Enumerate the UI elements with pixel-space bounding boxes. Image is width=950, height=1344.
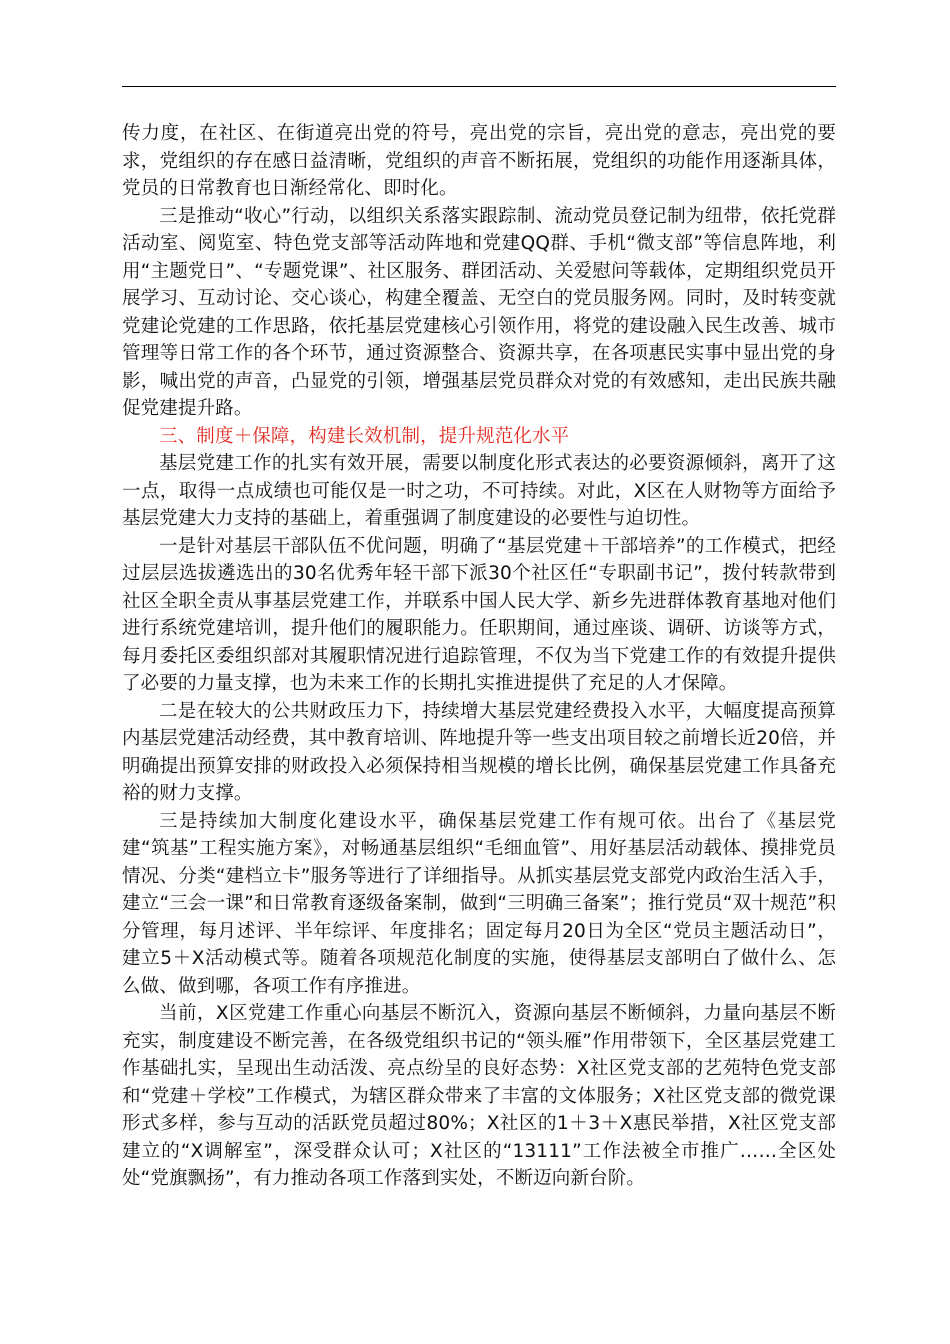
paragraph-continued: 传力度，在社区、在街道亮出党的符号，亮出党的宗旨，亮出党的意志，亮出党的要求，党组织的存在感日益清晰，党组织的声音不断拓展，党组织的功能作用逐渐具体，党员的日常教育也日渐经常化、即时化。 (122, 123, 836, 199)
section-heading: 三、制度＋保障，构建长效机制，提升规范化水平 (159, 425, 570, 447)
paragraph-cadre-training: 一是针对基层干部队伍不优问题，明确了“基层党建＋干部培养”的工作模式，把经过层层选拔遴选出的30名优秀年轻干部下派30个社区任“专职副书记”，拨付转款带到社区全职全责从事基层党建工作，并联系中国人民大学、新乡先进群体教育基地对他们进行系统党建培训，提升他们的履职能力。任职期间，通过座谈、调研、访谈等方式，每月委托区委组织部对其履职情况进行追踪管理，不仅为当下党建工作的有效提升提供了必要的力量支撑，也为未来工作的长期扎实推进提供了充足的人才保障。 (122, 535, 836, 694)
paragraph-funding: 二是在较大的公共财政压力下，持续增大基层党建经费投入水平，大幅度提高预算内基层党建活动经费，其中教育培训、阵地提升等一些支出项目较之前增长近20倍，并明确提出预算安排的财政投入必须保持相当规模的增长比例，确保基层党建工作具备充裕的财力支撑。 (122, 700, 836, 804)
document-body (122, 120, 836, 1193)
paragraph-conclusion: 当前，X区党建工作重心向基层不断沉入，资源向基层不断倾斜，力量向基层不断充实，制度建设不断完善，在各级党组织书记的“领头雁”作用带领下，全区基层党建工作基础扎实，呈现出生动活泼、亮点纷呈的良好态势：X社区党支部的艺苑特色党支部和“党建＋学校”工作模式，为辖区群众带来了丰富的文体服务；X社区党支部的微党课形式多样，参与互动的活跃党员超过80%；X社区的1＋3＋X惠民举措，X社区党支部建立的“X调解室”，深受群众认可；X社区的“13111”工作法被全市推广……全区处处“党旗飘扬”，有力推动各项工作落到实处，不断迈向新台阶。 (122, 1003, 836, 1189)
paragraph-shouxin-action: 三是推动“收心”行动，以组织关系落实跟踪制、流动党员登记制为纽带，依托党群活动室、阅览室、特色党支部等活动阵地和党建QQ群、手机“微支部”等信息阵地，利用“主题党日”、“专题党课”、社区服务、群团活动、关爱慰问等载体，定期组织党员开展学习、互动讨论、交心谈心，构建全覆盖、无空白的党员服务网。同时，及时转变就党建论党建的工作思路，依托基层党建核心引领作用，将党的建设融入民生改善、城市管理等日常工作的各个环节，通过资源整合、资源共享，在各项惠民实事中显出党的身影，喊出党的声音，凸显党的引领，增强基层党员群众对党的有效感知，走出民族共融促党建提升路。 (122, 205, 836, 419)
paragraph-intro: 基层党建工作的扎实有效开展，需要以制度化形式表达的必要资源倾斜，离开了这一点，取得一点成绩也可能仅是一时之功，不可持续。对此，X区在人财物等方面给予基层党建大力支持的基础上，着重强调了制度建设的必要性与迫切性。 (122, 453, 836, 529)
paragraph-institution: 三是持续加大制度化建设水平，确保基层党建工作有规可依。出台了《基层党建“筑基”工程实施方案》，对畅通基层组织“毛细血管”、用好基层活动载体、摸排党员情况、分类“建档立卡”服务等进行了详细指导。从抓实基层党支部党内政治生活入手，建立“三会一课”和日常教育逐级备案制，做到“三明确三备案”；推行党员“双十规范”积分管理，每月述评、半年综评、年度排名；固定每月20日为全区“党员主题活动日”，建立5＋X活动模式等。随着各项规范化制度的实施，使得基层支部明白了做什么、怎么做、做到哪，各项工作有序推进。 (122, 810, 836, 997)
header-rule (122, 86, 836, 87)
